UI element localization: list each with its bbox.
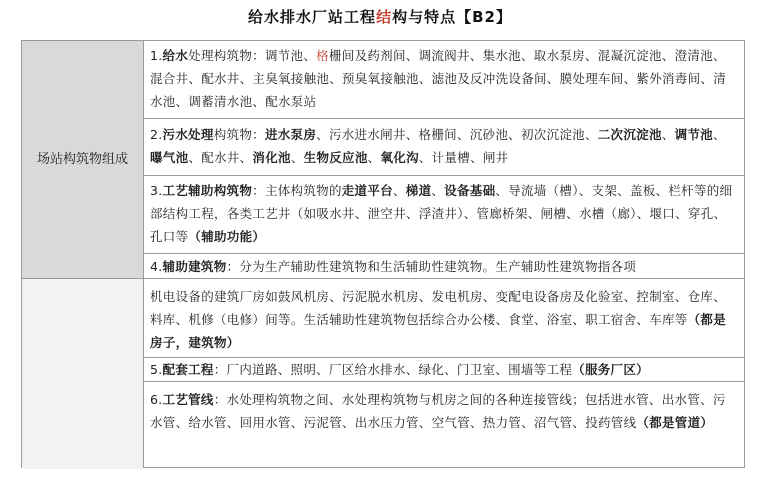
title-highlight-char: 结 xyxy=(376,8,393,26)
row-number: 4. xyxy=(150,259,163,274)
row-water-supply xyxy=(144,41,744,119)
row-sewage-treatment xyxy=(144,119,744,176)
row-text: 、 xyxy=(431,183,445,198)
row-keyword: 生物反应池 xyxy=(303,150,368,165)
row-keyword: （服务厂区） xyxy=(572,362,649,377)
row-supporting-works xyxy=(144,358,744,382)
row-keyword: （都是管道） xyxy=(636,415,714,430)
row-text: 、污水进水闸井、格栅间、沉砂池、初次沉淀池、 xyxy=(316,127,598,142)
row-number: 3. xyxy=(150,183,163,198)
row-keyword: 调节池 xyxy=(674,127,713,142)
row-text: 、导流墙（槽）、支架、盖板、栏杆等的细部结构工程，各类工艺井（如吸水井、泄空井、浮渣井）、管廊桥架、闸槽、水槽（廊）、堰口、穿孔、孔口等 xyxy=(150,183,733,244)
category-cell-empty xyxy=(22,279,143,469)
row-text: 栅间及药剂间、调流阀井、集水池、取水泵房、混凝沉淀池、澄清池、混合井、配水井、主臭氧接触池、预臭氧接触池、滤池及反冲洗设备间、膜处理车间、紫外消毒间、清水池、调蓄清水池、配水泵站 xyxy=(150,48,727,109)
row-text: 、配水井、 xyxy=(188,150,253,165)
row-keyword: 二次沉淀池 xyxy=(597,127,662,142)
row-text: 、 xyxy=(661,127,675,142)
row-heading: 工艺管线 xyxy=(162,392,214,407)
row-keyword: 走道平台 xyxy=(341,183,393,198)
row-number: 2. xyxy=(150,127,163,142)
row-keyword: 梯道 xyxy=(405,183,432,198)
row-number: 6. xyxy=(150,392,163,407)
category-label: 场站构筑物组成 xyxy=(36,151,128,167)
title-text-suffix: 构与特点【B2】 xyxy=(392,8,512,26)
page-title xyxy=(0,6,760,27)
row-text: 、 xyxy=(712,127,726,142)
row-process-auxiliary xyxy=(144,176,744,254)
row-text: ：主体构筑物的 xyxy=(252,183,342,198)
content-column xyxy=(144,41,744,467)
row-keyword: （辅助功能） xyxy=(188,229,266,244)
row-text: ：水处理构筑物之间、水处理构筑物与机房之间的各种连接管线；包括进水管、出水管、污水管、给水管、回用水管、污泥管、出水压力管、空气管、热力管、沼气管、投药管线 xyxy=(150,392,726,430)
category-column xyxy=(22,41,144,467)
row-keyword: （都是房子，建筑物） xyxy=(150,312,727,350)
category-cell xyxy=(22,41,143,279)
row-keyword: 设备基础 xyxy=(444,183,496,198)
title-text: 给水排水厂站工程 xyxy=(248,8,377,26)
row-keyword: 曝气池 xyxy=(150,150,189,165)
row-text: ：厂内道路、照明、厂区给水排水、绿化、门卫室、围墙等工程 xyxy=(213,362,573,377)
row-number: 5. xyxy=(150,362,163,377)
row-text: 、 xyxy=(367,150,381,165)
structures-table xyxy=(21,40,745,468)
row-auxiliary-buildings xyxy=(144,254,744,279)
row-auxiliary-buildings-cont xyxy=(144,279,744,358)
row-heading: 污水处理 xyxy=(162,127,214,142)
row-number: 1. xyxy=(150,48,163,63)
row-text: 、 xyxy=(290,150,304,165)
row-text: 处理构筑物：调节池、 xyxy=(188,48,317,63)
row-text: ：分为生产辅助性建筑物和生活辅助性建筑物。生产辅助性建筑物指各项 xyxy=(226,259,637,274)
row-highlight-char: 格 xyxy=(316,48,329,63)
row-text: 、计量槽、闸井 xyxy=(418,150,509,165)
row-heading: 工艺辅助构筑物 xyxy=(162,183,253,198)
row-keyword: 氧化沟 xyxy=(380,150,419,165)
row-text: 、 xyxy=(392,183,406,198)
row-keyword: 消化池 xyxy=(252,150,291,165)
row-text: 构筑物： xyxy=(213,127,265,142)
row-heading: 给水 xyxy=(162,48,189,63)
row-keyword: 进水泵房 xyxy=(264,127,317,142)
row-process-pipelines xyxy=(144,382,744,469)
row-text: 机电设备的建筑厂房如鼓风机房、污泥脱水机房、发电机房、变配电设备房及化验室、控制室、仓库、料库、机修（电修）间等。生活辅助性建筑物包括综合办公楼、食堂、浴室、职工宿舍、车库等 xyxy=(150,289,727,327)
row-heading: 辅助建筑物 xyxy=(162,259,227,274)
row-heading: 配套工程 xyxy=(162,362,214,377)
